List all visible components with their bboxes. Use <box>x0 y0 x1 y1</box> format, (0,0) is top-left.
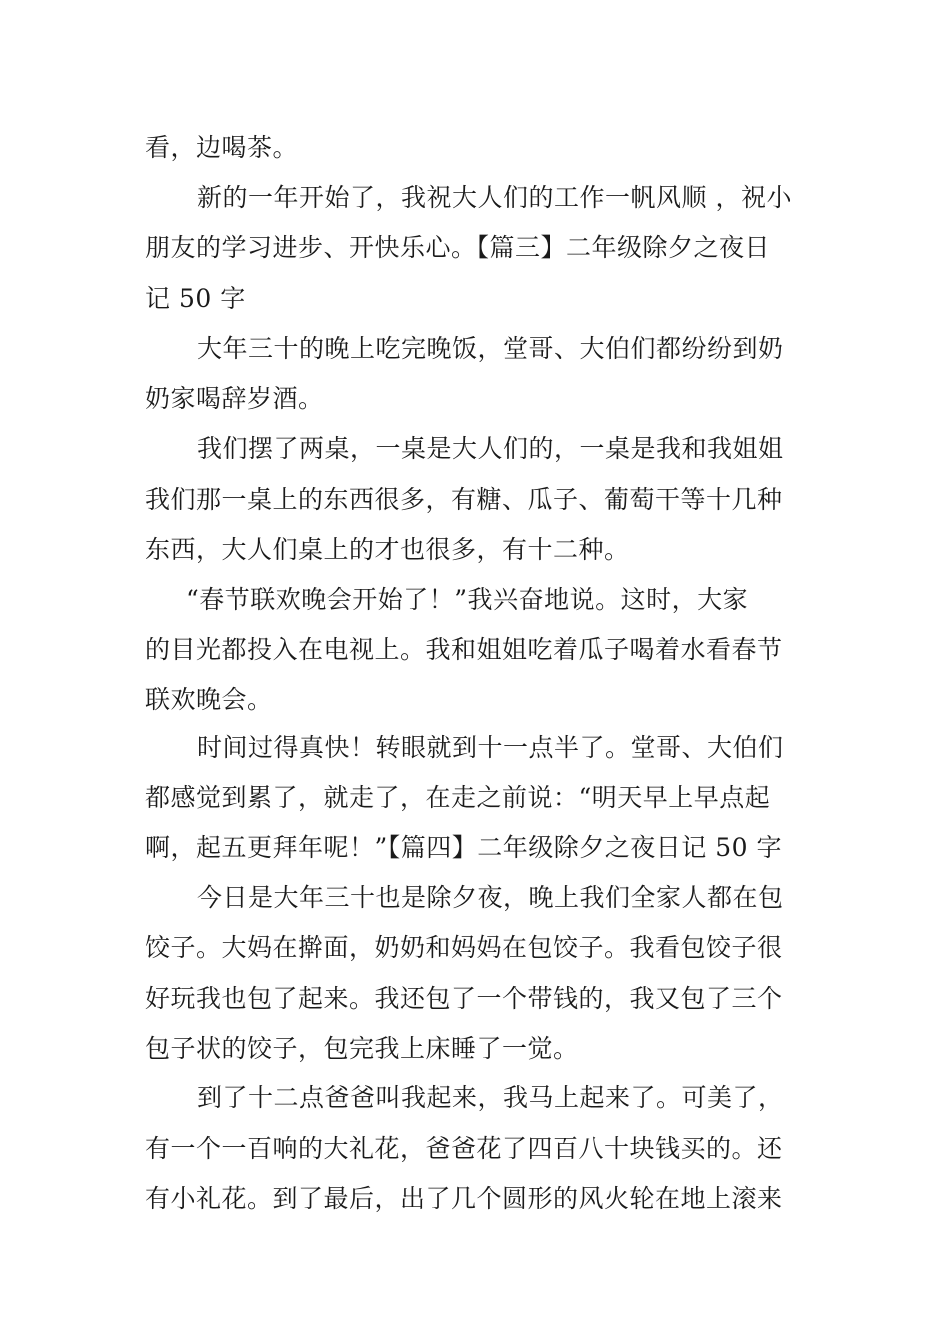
text-line: 联欢晚会。 <box>145 685 273 714</box>
text-line: 都感觉到累了，就走了，在走之前说：“明天早上早点起 <box>145 783 771 812</box>
text-line: 包子状的饺子，包完我上床睡了一觉。 <box>145 1034 579 1063</box>
text-line: 时间过得真快！转眼就到十一点半了。堂哥、大伯们 <box>197 733 784 762</box>
text-line: 看，边喝茶。 <box>145 133 299 162</box>
text-line: 东西，大人们桌上的才也很多，有十二种。 <box>145 535 630 564</box>
text-line: 好玩我也包了起来。我还包了一个带钱的，我又包了三个 <box>145 984 783 1013</box>
text-line: 今日是大年三十也是除夕夜，晚上我们全家人都在包 <box>197 883 784 912</box>
text-line: 记 50 字 <box>145 284 246 313</box>
text-line: 新的一年开始了，我祝大人们的工作一帆风顺 ，祝小 <box>197 183 792 212</box>
text-line: 奶家喝辞岁酒。 <box>145 384 324 413</box>
text-line: 朋友的学习进步、开快乐心。【篇三】二年级除夕之夜日 <box>145 233 771 262</box>
text-line: 我们摆了两桌，一桌是大人们的，一桌是我和我姐姐 <box>197 434 784 463</box>
text-line: 啊，起五更拜年呢！”【篇四】二年级除夕之夜日记 50 字 <box>145 833 782 862</box>
text-line: 到了十二点爸爸叫我起来，我马上起来了。可美了， <box>197 1083 784 1112</box>
text-line: 我们那一桌上的东西很多，有糖、瓜子、葡萄干等十几种 <box>145 485 783 514</box>
text-line: 大年三十的晚上吃完晚饭，堂哥、大伯们都纷纷到奶 <box>197 334 784 363</box>
text-line: 饺子。大妈在擀面，奶奶和妈妈在包饺子。我看包饺子很 <box>145 933 783 962</box>
text-line: 有小礼花。到了最后，出了几个圆形的风火轮在地上滚来 <box>145 1184 783 1213</box>
text-line: 的目光都投入在电视上。我和姐姐吃着瓜子喝着水看春节 <box>145 635 783 664</box>
text-line: 有一个一百响的大礼花，爸爸花了四百八十块钱买的。还 <box>145 1134 783 1163</box>
text-line: “春节联欢晚会开始了！”我兴奋地说。这时，大家 <box>186 585 749 614</box>
